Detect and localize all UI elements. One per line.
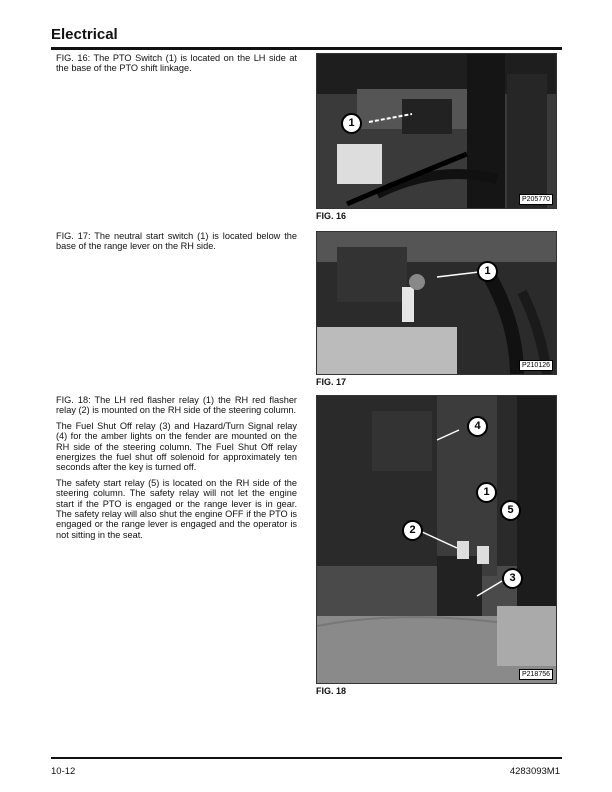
- photo-code: P205770: [519, 194, 553, 205]
- fig17-photo: [316, 231, 557, 375]
- fig16-description: FIG. 16: The PTO Switch (1) is located on the LH side at the base of the PTO shift linkage.: [56, 53, 297, 74]
- fig16-photo: [316, 53, 557, 209]
- fig17-description: FIG. 17: The neutral start switch (1) is located below the base of the range lever on the RH side.: [56, 231, 297, 252]
- document-number: 4283093M1: [509, 766, 560, 777]
- callout-5: 5: [500, 500, 521, 521]
- fig18-description: [56, 395, 297, 540]
- callout-3: 3: [502, 568, 523, 589]
- header-rule: [51, 47, 562, 50]
- callout-1: 1: [476, 482, 497, 503]
- fig17-caption: FIG. 17: [316, 377, 347, 387]
- callout-1: 1: [341, 113, 362, 134]
- page-number: 10-12: [51, 766, 76, 777]
- fig18-paragraph: FIG. 18: The LH red flasher relay (1) the RH red flasher relay (2) is mounted on the RH side of the steering column.: [56, 395, 297, 416]
- photo-code: P210126: [519, 360, 553, 371]
- fig16-caption: FIG. 16: [316, 211, 347, 221]
- fig18-paragraph: The safety start relay (5) is located on the RH side of the steering column. The safety relay will not let the engine start if the PTO is engaged or the range lever is in gear. The safety relay will also shut the engine OFF if the PTO is engaged or the range lever is engaged and the operator is not sitting in the seat.: [56, 477, 297, 540]
- fig18-paragraph: The Fuel Shut Off relay (3) and Hazard/Turn Signal relay (4) for the amber lights on the fender are mounted on the RH side of the steering column. The Fuel Shut Off relay energizes the fuel shut off solenoid for approximately ten seconds after the key is turned off.: [56, 420, 297, 473]
- photo-code: P218756: [519, 669, 553, 680]
- fig18-photo: [316, 395, 557, 684]
- callout-4: 4: [467, 416, 488, 437]
- fig18-caption: FIG. 18: [316, 686, 347, 696]
- callout-2: 2: [402, 520, 423, 541]
- footer-rule: [51, 757, 562, 759]
- callout-1: 1: [477, 261, 498, 282]
- page-title: Electrical: [51, 26, 118, 43]
